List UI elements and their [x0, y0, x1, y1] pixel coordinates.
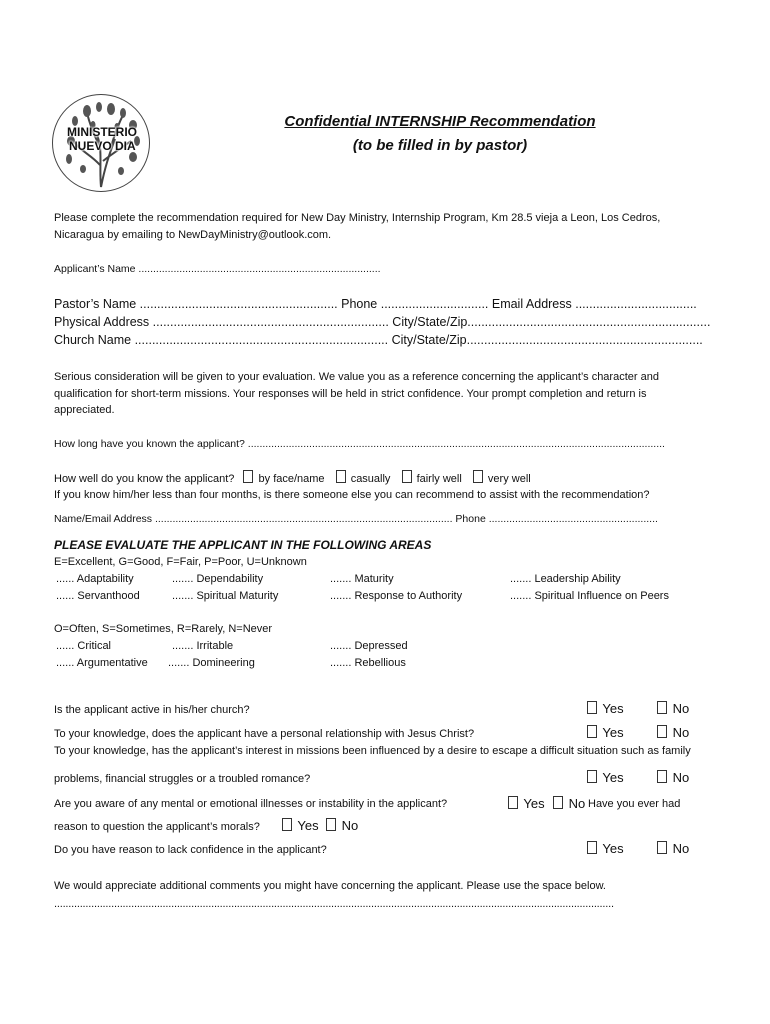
how-well-row — [54, 470, 531, 485]
question-missions-influence: To your knowledge, has the applicant’s interest in missions been influenced by a desire to escape a difficult situation such as family — [54, 745, 691, 757]
question-relationship-jesus: To your knowledge, does the applicant have a personal relationship with Jesus Christ? — [54, 728, 475, 740]
q2-no-checkbox[interactable] — [657, 725, 667, 738]
consideration-text: Serious consideration will be given to your evaluation. We value you as a reference concerning the applicant’s character and qualification for short-term missions. Your responses will be held in strict confidence. Your prompt completion and return is appreciated. — [54, 371, 659, 416]
q4-yes-label: Yes — [523, 796, 545, 811]
ministry-logo — [52, 94, 150, 192]
q5-no-checkbox[interactable] — [326, 818, 336, 831]
applicant-name-field[interactable]: Applicant’s Name ................................................................................... — [54, 263, 381, 275]
q6-no-label: No — [672, 841, 690, 856]
logo-text — [67, 125, 137, 153]
q6-no-checkbox[interactable] — [657, 841, 667, 854]
q3-yes-checkbox[interactable] — [587, 770, 597, 783]
option-by-face: by face/name — [258, 473, 325, 485]
q1-no-checkbox[interactable] — [657, 701, 667, 714]
q6-yes-label: Yes — [602, 841, 624, 856]
q4-yes[interactable] — [508, 796, 545, 811]
q6-yes[interactable] — [587, 841, 624, 856]
rating-domineering[interactable]: ....... Domineering — [168, 657, 255, 669]
q5-no[interactable] — [326, 818, 358, 833]
q3-no-label: No — [672, 770, 690, 785]
logo-line-2: NUEVO DIA — [69, 139, 136, 153]
q2-no[interactable] — [657, 725, 689, 740]
rating-depressed[interactable]: ....... Depressed — [330, 640, 408, 652]
q4-no[interactable] — [553, 796, 585, 811]
rating-rebellious[interactable]: ....... Rebellious — [330, 657, 406, 669]
pastor-contact-row[interactable]: Pastor’s Name ......................................................... Phone ............................... Email Address ................................... — [54, 297, 697, 311]
q5-yes[interactable] — [282, 818, 319, 833]
rating-leadership-ability[interactable]: ....... Leadership Ability — [510, 573, 621, 585]
rating-critical[interactable]: ...... Critical — [56, 640, 112, 652]
q3-no-checkbox[interactable] — [657, 770, 667, 783]
comments-line[interactable]: .................................................................................................................................................................................................... — [54, 898, 614, 910]
checkbox-fairly-well[interactable] — [402, 470, 412, 483]
rating-spiritual-maturity[interactable]: ....... Spiritual Maturity — [172, 590, 279, 602]
q3-no[interactable] — [657, 770, 689, 785]
how-well-question: How well do you know the applicant? — [54, 473, 235, 485]
question-morals-part1: Have you ever had — [588, 798, 681, 810]
question-missions-influence-cont: problems, financial struggles or a troubled romance? — [54, 773, 311, 785]
q5-yes-checkbox[interactable] — [282, 818, 292, 831]
form-subtitle: (to be filled in by pastor) — [352, 137, 528, 154]
question-mental-illness: Are you aware of any mental or emotional illnesses or instability in the applicant? — [54, 798, 448, 810]
option-fairly-well: fairly well — [416, 473, 462, 485]
checkbox-very-well[interactable] — [473, 470, 483, 483]
form-title: Confidential INTERNSHIP Recommendation — [284, 113, 596, 130]
comments-prompt: We would appreciate additional comments you might have concerning the applicant. Please use the space below. — [54, 880, 606, 892]
intro-text: Please complete the recommendation required for New Day Ministry, Internship Program, Km 28.5 vieja a Leon, Los Cedros, Nicaragua by emailing to NewDayMinistry@outlook.com. — [54, 212, 661, 241]
rating-argumentative[interactable]: ...... Argumentative — [56, 657, 148, 669]
q4-no-label: No — [568, 796, 586, 811]
q1-yes-checkbox[interactable] — [587, 701, 597, 714]
rating-spiritual-influence[interactable]: ....... Spiritual Influence on Peers — [510, 590, 669, 602]
rating-response-to-authority[interactable]: ....... Response to Authority — [330, 590, 463, 602]
name-email-field[interactable]: Name/Email Address ...................................................................................................... Phone .......................................................... — [54, 513, 658, 525]
q2-yes-checkbox[interactable] — [587, 725, 597, 738]
question-lack-confidence: Do you have reason to lack confidence in the applicant? — [54, 844, 327, 856]
q3-yes-label: Yes — [602, 770, 624, 785]
question-active-church: Is the applicant active in his/her church? — [54, 704, 250, 716]
checkbox-by-face[interactable] — [243, 470, 253, 483]
checkbox-casually[interactable] — [336, 470, 346, 483]
q1-no-label: No — [672, 701, 690, 716]
scale-legend-2: O=Often, S=Sometimes, R=Rarely, N=Never — [54, 623, 273, 635]
evaluate-heading: PLEASE EVALUATE THE APPLICANT IN THE FOLLOWING AREAS — [54, 538, 432, 552]
q6-no[interactable] — [657, 841, 689, 856]
q1-yes[interactable] — [587, 701, 624, 716]
q4-yes-checkbox[interactable] — [508, 796, 518, 809]
logo-line-1: MINISTERIO — [67, 125, 138, 139]
option-casually: casually — [350, 473, 391, 485]
rating-maturity[interactable]: ....... Maturity — [330, 573, 394, 585]
rating-servanthood[interactable]: ...... Servanthood — [56, 590, 140, 602]
scale-legend-1: E=Excellent, G=Good, F=Fair, P=Poor, U=Unknown — [54, 556, 307, 568]
rating-irritable[interactable]: ....... Irritable — [172, 640, 234, 652]
q5-yes-label: Yes — [297, 818, 319, 833]
rating-adaptability[interactable]: ...... Adaptability — [56, 573, 134, 585]
q2-yes[interactable] — [587, 725, 624, 740]
q2-yes-label: Yes — [602, 725, 624, 740]
q3-yes[interactable] — [587, 770, 624, 785]
q4-no-checkbox[interactable] — [553, 796, 563, 809]
q6-yes-checkbox[interactable] — [587, 841, 597, 854]
q2-no-label: No — [672, 725, 690, 740]
less-than-four-months-text: If you know him/her less than four months, is there someone else you can recommend to assist with the recommendation? — [54, 489, 650, 501]
q5-no-label: No — [341, 818, 359, 833]
church-name-row[interactable]: Church Name ......................................................................... City/State/Zip.................................................................... — [54, 333, 703, 347]
question-morals-part2: reason to question the applicant’s morals? — [54, 821, 260, 833]
physical-address-row[interactable]: Physical Address .................................................................... City/State/Zip...................................................................... — [54, 315, 711, 329]
option-very-well: very well — [487, 473, 531, 485]
q1-yes-label: Yes — [602, 701, 624, 716]
q1-no[interactable] — [657, 701, 689, 716]
rating-dependability[interactable]: ....... Dependability — [172, 573, 264, 585]
how-long-field[interactable]: How long have you known the applicant? ............................................................................................................................................... — [54, 438, 665, 450]
